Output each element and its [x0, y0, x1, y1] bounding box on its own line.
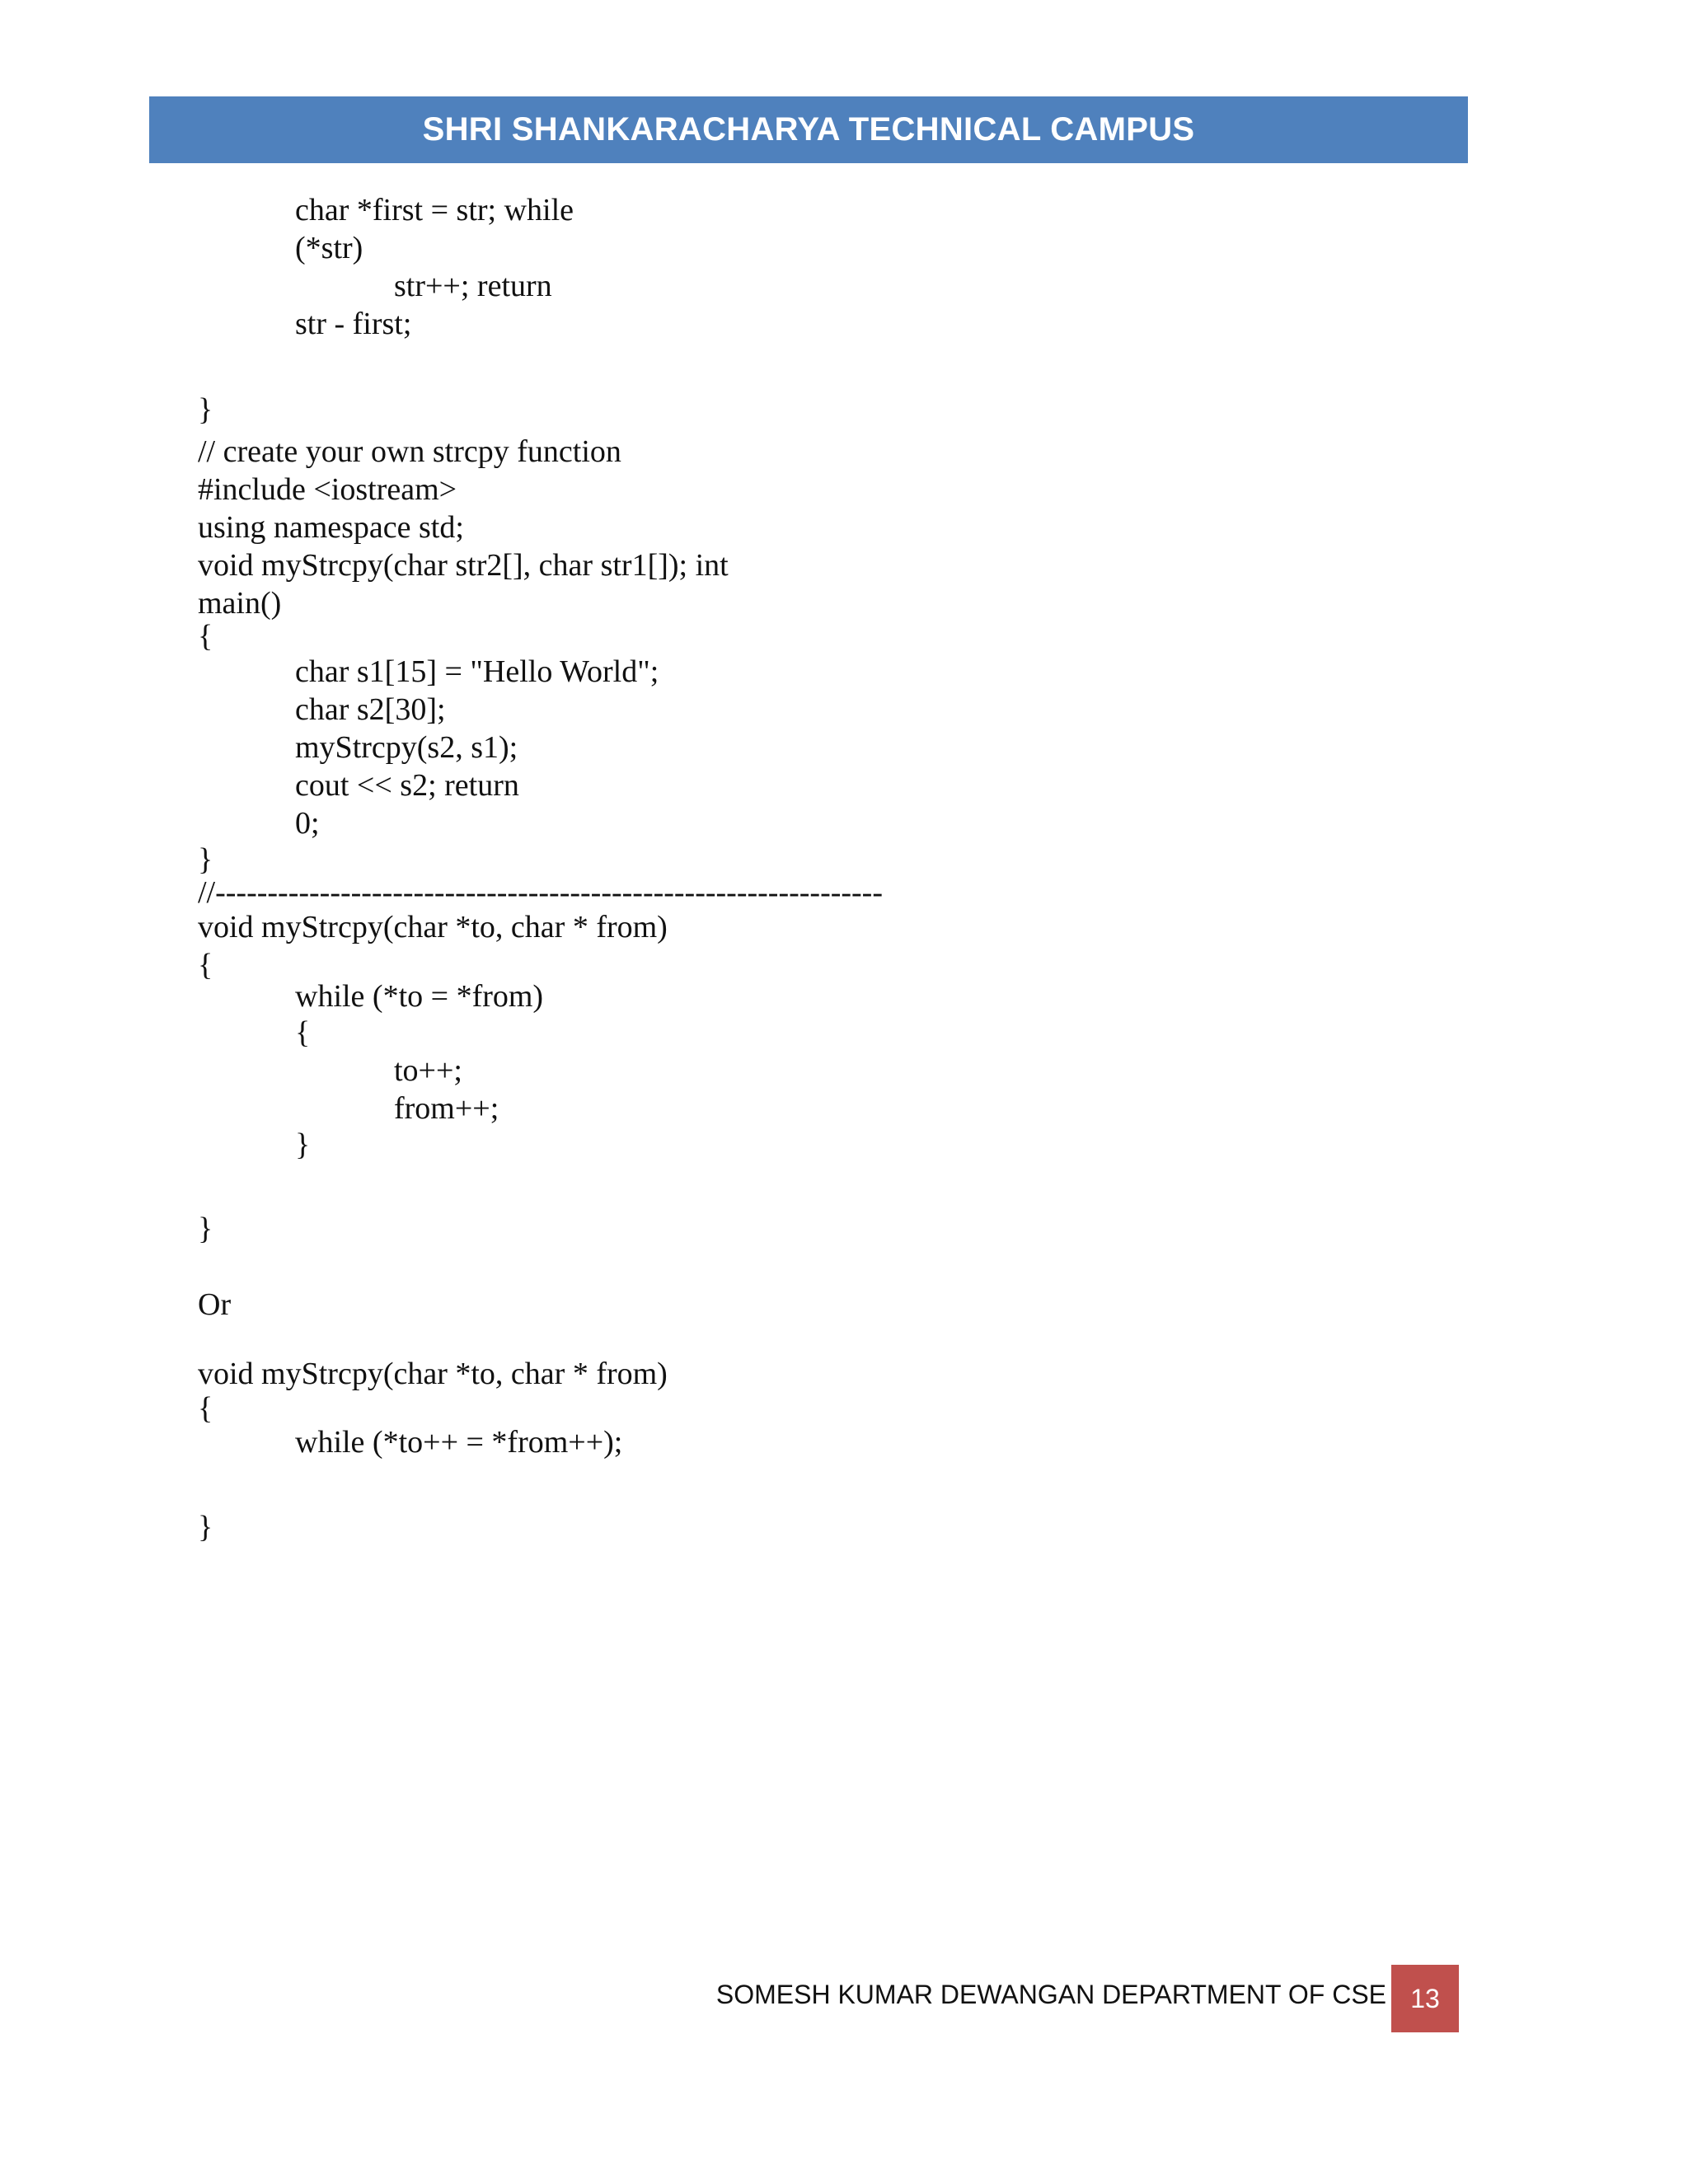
code-line: str++; return: [394, 269, 552, 303]
code-line: void myStrcpy(char str2[], char str1[]); int: [198, 548, 729, 583]
code-line: void myStrcpy(char *to, char * from): [198, 910, 668, 944]
page-number-badge: [1391, 1965, 1459, 2032]
code-line: }: [198, 1212, 213, 1246]
code-line: void myStrcpy(char *to, char * from): [198, 1357, 668, 1391]
code-line: using namespace std;: [198, 510, 464, 545]
code-line: (*str): [295, 231, 363, 265]
code-line: str - first;: [295, 307, 412, 341]
code-line: {: [295, 1015, 311, 1050]
code-line: #include <iostream>: [198, 472, 457, 507]
campus-title: SHRI SHANKARACHARYA TECHNICAL CAMPUS: [422, 111, 1195, 148]
code-line: {: [198, 619, 213, 654]
code-line: to++;: [394, 1053, 462, 1088]
code-line: {: [198, 1391, 213, 1426]
code-line: // create your own strcpy function: [198, 434, 621, 469]
code-line: char s2[30];: [295, 692, 446, 727]
code-line: char *first = str; while: [295, 193, 574, 227]
code-line: }: [198, 1510, 213, 1544]
code-line: while (*to = *from): [295, 979, 544, 1014]
page-number: 13: [1410, 1983, 1440, 2013]
code-line: while (*to++ = *from++);: [295, 1425, 623, 1460]
code-line: from++;: [394, 1091, 499, 1126]
code-line: {: [198, 948, 213, 982]
code-line: char s1[15] = "Hello World";: [295, 654, 659, 689]
code-line: }: [198, 842, 213, 877]
code-line: }: [198, 392, 213, 427]
code-line: }: [295, 1127, 311, 1162]
code-line: Or: [198, 1287, 232, 1322]
footer-author-department: SOMESH KUMAR DEWANGAN DEPARTMENT OF CSE: [715, 1980, 1386, 2009]
code-line: myStrcpy(s2, s1);: [295, 730, 518, 765]
code-line: 0;: [295, 806, 320, 841]
code-line: //----------------------------------------------------------------: [198, 875, 883, 910]
code-line: main(): [198, 586, 282, 621]
code-line: cout << s2; return: [295, 768, 519, 803]
